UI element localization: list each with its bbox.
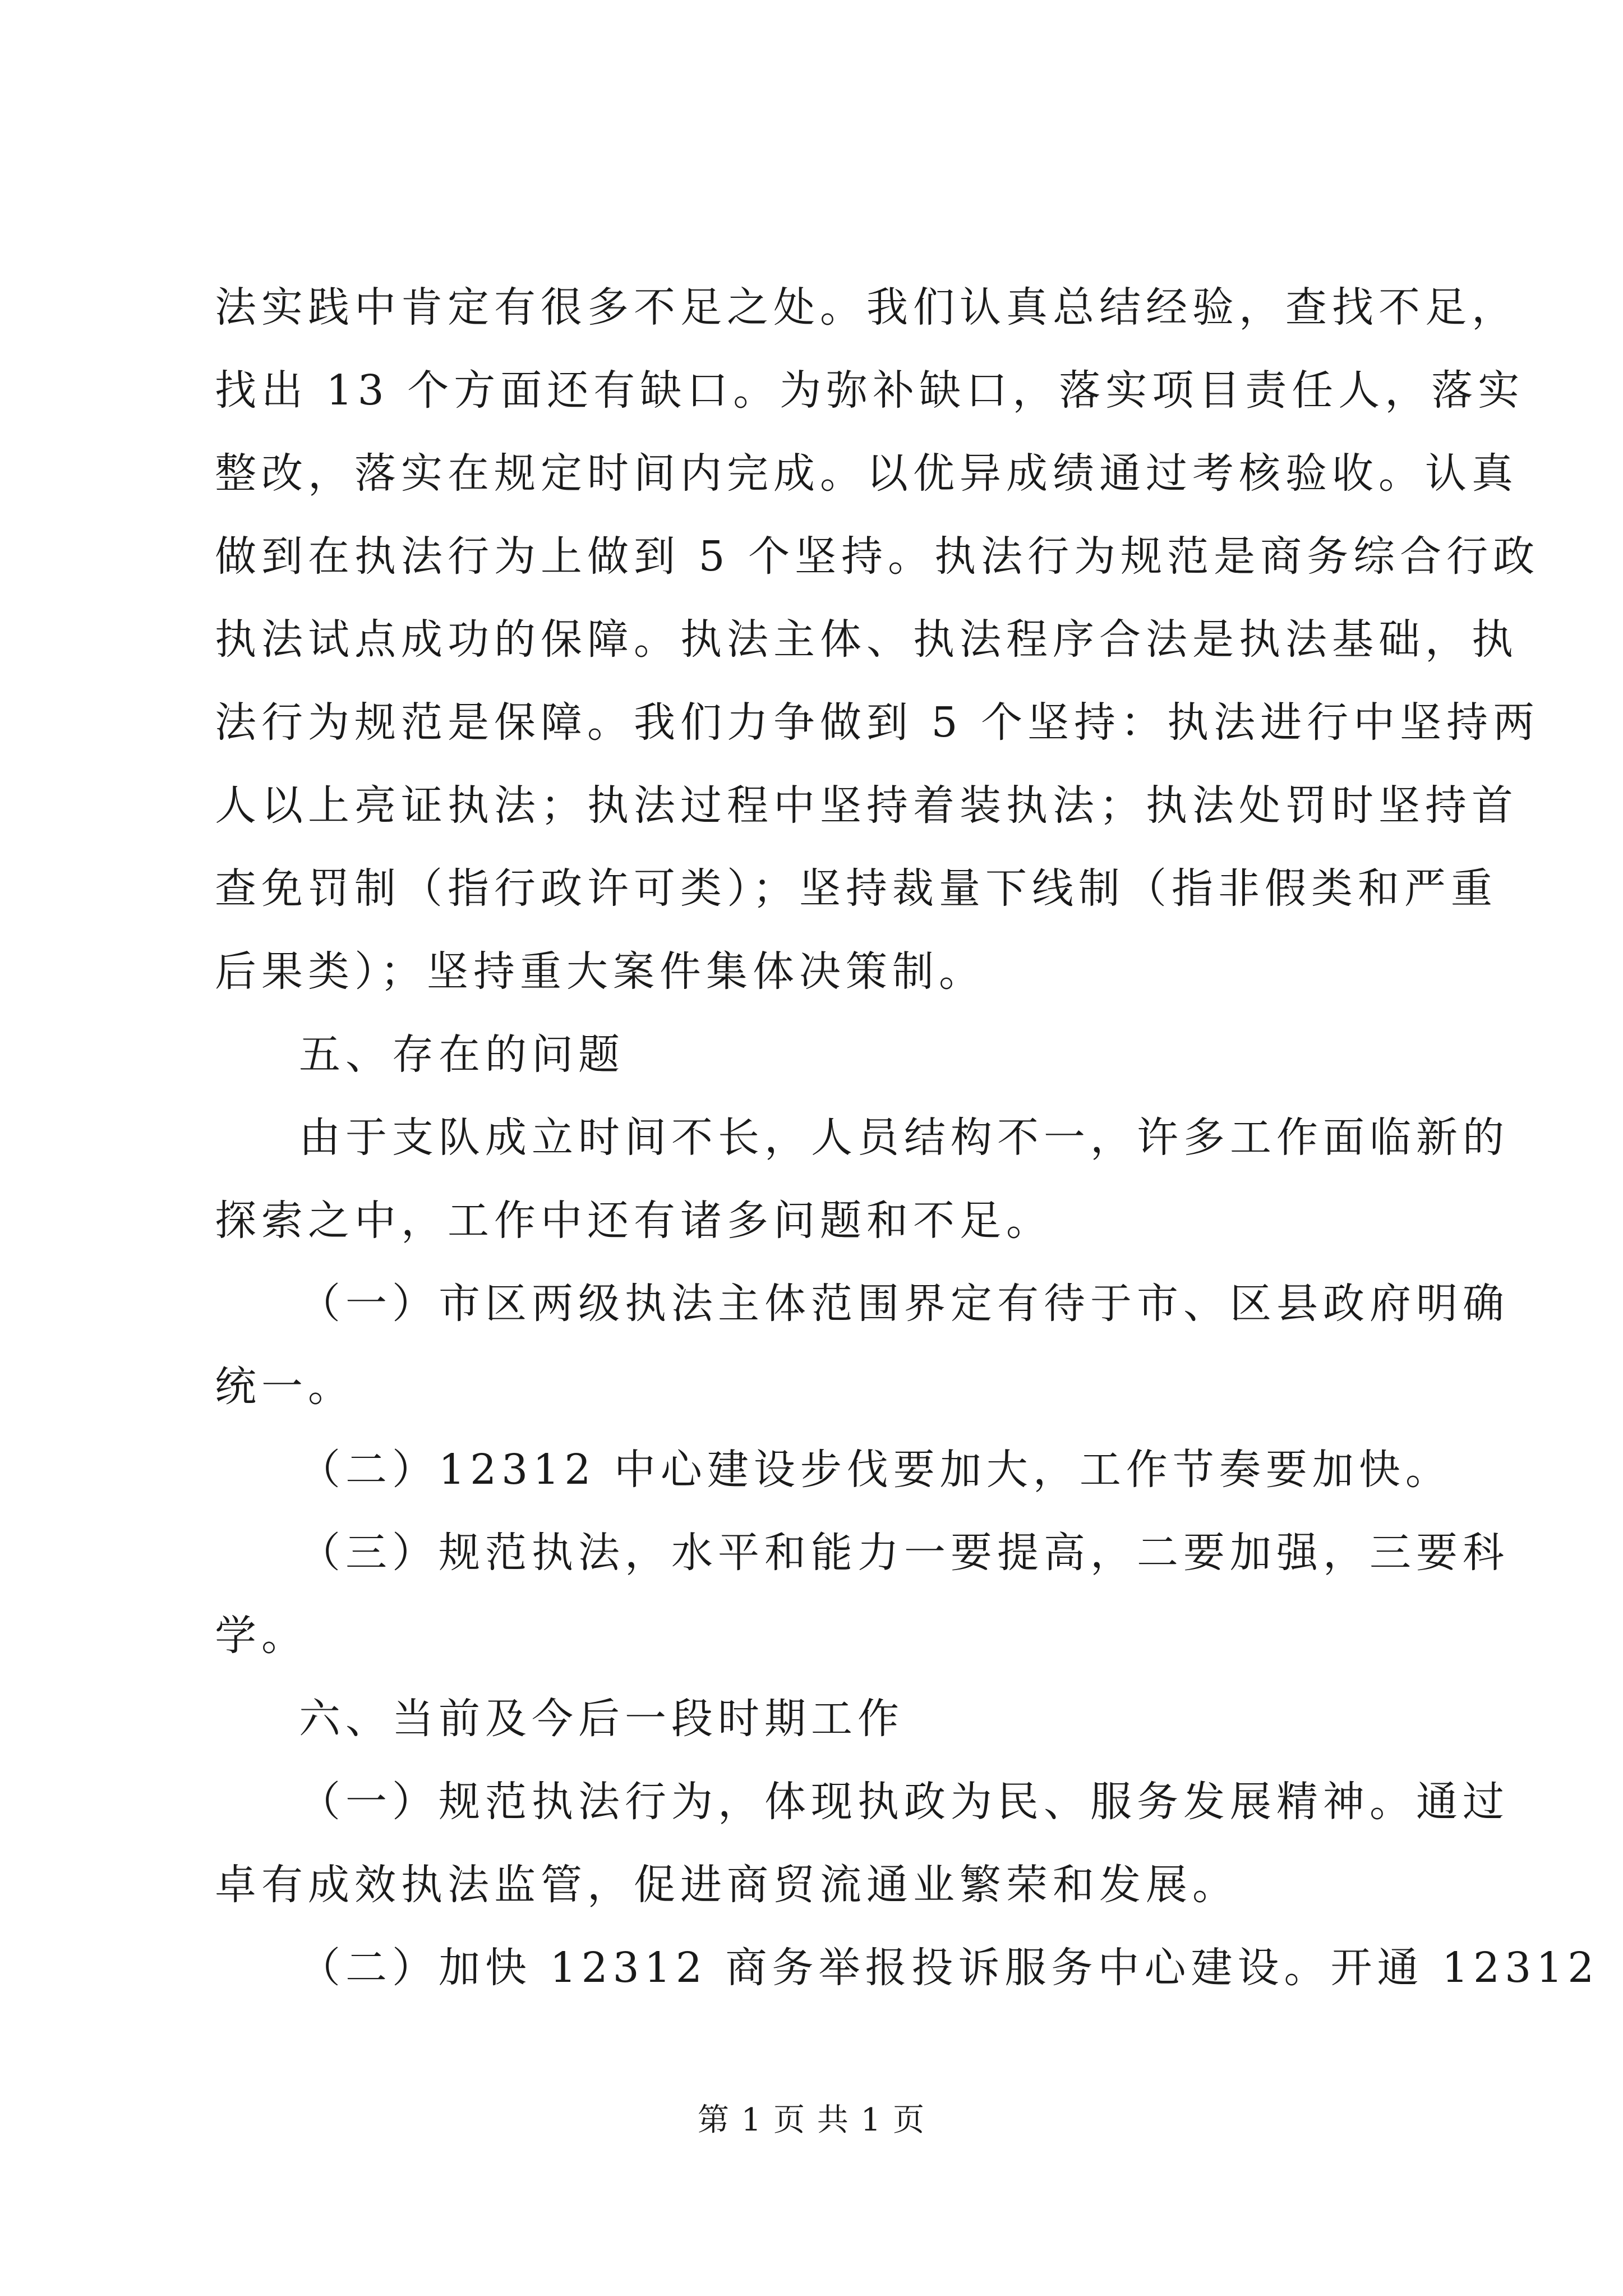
body-line: 做到在执法行为上做到 5 个坚持。执法行为规范是商务综合行政 bbox=[215, 532, 1540, 581]
list-item: （三）规范执法，水平和能力一要提高，二要加强，三要科 bbox=[299, 1529, 1509, 1577]
body-line: 学。 bbox=[215, 1612, 308, 1660]
body-line: 探索之中，工作中还有诸多问题和不足。 bbox=[215, 1197, 1053, 1245]
page-footer: 第 1 页 共 1 页 bbox=[697, 2102, 926, 2138]
list-item: （二）加快 12312 商务举报投诉服务中心建设。开通 12312 bbox=[299, 1944, 1599, 1992]
document-body bbox=[215, 266, 1599, 2009]
list-item: （一）规范执法行为，体现执政为民、服务发展精神。通过 bbox=[299, 1778, 1509, 1826]
body-line: 后果类）；坚持重大案件集体决策制。 bbox=[215, 947, 985, 996]
body-line: 查免罚制（指行政许可类）；坚持裁量下线制（指非假类和严重 bbox=[215, 864, 1497, 913]
body-line: 整改，落实在规定时间内完成。以优异成绩通过考核验收。认真 bbox=[215, 449, 1518, 498]
section-heading: 六、当前及今后一段时期工作 bbox=[299, 1695, 904, 1743]
body-line: 卓有成效执法监管，促进商贸流通业繁荣和发展。 bbox=[215, 1861, 1239, 1909]
list-item: （二）12312 中心建设步伐要加大，工作节奏要加快。 bbox=[299, 1446, 1452, 1494]
section-heading: 五、存在的问题 bbox=[299, 1030, 625, 1079]
body-line: 法行为规范是保障。我们力争做到 5 个坚持：执法进行中坚持两 bbox=[215, 698, 1540, 747]
list-item: （一）市区两级执法主体范围界定有待于市、区县政府明确 bbox=[299, 1280, 1509, 1328]
body-line: 找出 13 个方面还有缺口。为弥补缺口，落实项目责任人，落实 bbox=[215, 366, 1525, 415]
body-line: 统一。 bbox=[215, 1363, 354, 1411]
body-line: 执法试点成功的保障。执法主体、执法程序合法是执法基础，执 bbox=[215, 615, 1518, 664]
body-line: 由于支队成立时间不长，人员结构不一，许多工作面临新的 bbox=[299, 1114, 1509, 1162]
body-line: 法实践中肯定有很多不足之处。我们认真总结经验，查找不足， bbox=[215, 283, 1518, 332]
body-line: 人以上亮证执法；执法过程中坚持着装执法；执法处罚时坚持首 bbox=[215, 781, 1518, 830]
